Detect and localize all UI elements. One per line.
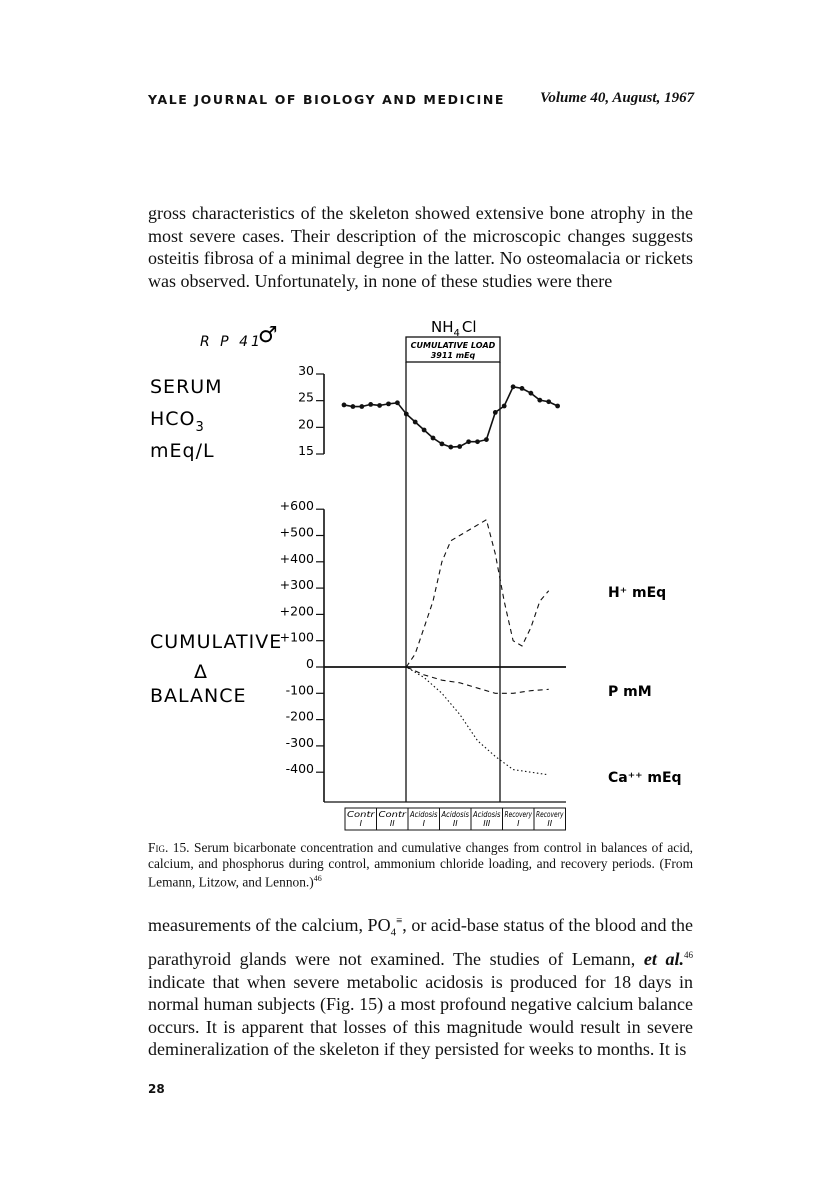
serum-hco3-point [493, 410, 498, 415]
serum-hco3-point [448, 445, 453, 450]
serum-hco3-point [466, 439, 471, 444]
period-boxes [345, 808, 566, 830]
serum-hco3-point [484, 437, 489, 442]
serum-hco3-point [511, 384, 516, 389]
drug-label [431, 318, 477, 339]
serum-label-1: SERUM [150, 376, 223, 398]
serum-hco3-point [395, 400, 400, 405]
drug-label-nh: NH [431, 318, 454, 336]
volume-header: Volume 40, August, 1967 [540, 90, 695, 106]
ca-series-label: Ca⁺⁺ mEq [608, 770, 682, 786]
balance-tick-label: -400 [285, 761, 314, 777]
serum-hco3-point [440, 441, 445, 446]
serum-axis [298, 363, 324, 458]
serum-tick-label: 25 [298, 389, 314, 405]
serum-hco3-point [422, 428, 427, 433]
para2-part1: measurements of the calcium, PO [148, 915, 391, 935]
serum-hco3-point [546, 399, 551, 404]
paragraph-top-text: gross characteristics of the skeleton showed extensive bone atrophy in the most severe cases. Their description of the microscopic changes suggests osteitis fibrosa of a minimal degree in the latter. No osteomalacia or rickets was observed. Unfortunately, in none of these studies were there [148, 203, 693, 291]
h-plus-line [406, 520, 548, 667]
period-label: Recovery [536, 810, 564, 819]
serum-hco3-point [386, 401, 391, 406]
period-numeral: III [483, 819, 491, 828]
paragraph-bottom [148, 910, 693, 1061]
serum-hco3-point [502, 404, 507, 409]
serum-hco3-line [344, 387, 558, 447]
ca-line [344, 667, 549, 775]
balance-tick-label: -100 [285, 682, 314, 698]
balance-tick-label: -200 [285, 708, 314, 724]
serum-label-sub: 3 [195, 420, 205, 435]
serum-label-3: mEq/L [150, 440, 215, 462]
balance-label-delta: Δ [194, 661, 208, 683]
period-numeral: I [422, 819, 425, 828]
balance-tick-label: +300 [279, 577, 314, 593]
serum-hco3-point [431, 436, 436, 441]
balance-tick-label: 0 [306, 656, 314, 671]
paragraph-bottom-text [148, 910, 693, 1061]
serum-tick-label: 15 [298, 443, 314, 458]
male-symbol: ♂ [258, 323, 278, 348]
caption-text: Serum bicarbonate concentration and cumulative changes from control in balances of acid, calcium, and phosphorus during control, ammonium chloride loading, and recovery periods. (From Lemann, Litzow, and Lennon.) [148, 840, 693, 890]
h-plus-series-label: H⁺ mEq [608, 585, 667, 601]
period-numeral: II [547, 819, 553, 828]
balance-tick-label: +100 [279, 629, 314, 645]
balance-tick-label: +600 [279, 498, 314, 514]
para2-po-sub: 4 [390, 926, 397, 939]
period-numeral: II [389, 819, 395, 828]
serum-hco3-point [413, 420, 418, 425]
balance-axis [280, 498, 566, 802]
caption-ref: 46 [313, 874, 322, 883]
period-label: Acidosis [409, 810, 438, 819]
figure-15 [0, 310, 816, 835]
drug-label-sub: 4 [453, 328, 460, 339]
period-label: Recovery [504, 810, 533, 819]
period-label: Contr [378, 810, 407, 819]
serum-hco3-point [475, 439, 480, 444]
serum-hco3-point [368, 402, 373, 407]
load-label-1: CUMULATIVE LOAD [410, 341, 496, 350]
para2-part3: indicate that when severe metabolic acidosis is produced for 18 days in normal human subjects (Fig. 15) a most profound negative calcium balance occurs. It is apparent that losses of this magnitude would result in severe demineralization of the skeleton if they persisted for weeks to months. It is [148, 971, 693, 1060]
period-label: Acidosis [440, 810, 469, 819]
caption-fig-number: Fig. 15. [148, 840, 190, 855]
balance-tick-label: +500 [279, 524, 314, 540]
serum-hco3-point [351, 404, 356, 409]
drug-label-cl: Cl [461, 318, 477, 336]
serum-hco3-point [457, 444, 462, 449]
journal-header: YALE JOURNAL OF BIOLOGY AND MEDICINE [148, 92, 506, 107]
page-number: 28 [148, 1082, 165, 1096]
serum-hco3-point [342, 403, 347, 408]
balance-plot [344, 520, 549, 775]
period-numeral: I [517, 819, 520, 828]
paragraph-top [148, 202, 693, 292]
period-numeral: II [452, 819, 458, 828]
balance-label-3: BALANCE [150, 685, 247, 707]
para2-po-sup: ≡ [396, 915, 403, 927]
balance-tick-label: +400 [279, 550, 314, 566]
serum-hco3-point [537, 398, 542, 403]
balance-tick-label: -300 [285, 734, 314, 750]
period-numeral: I [359, 819, 362, 828]
load-label-2: 3911 mEq [430, 351, 476, 360]
serum-plot [342, 384, 560, 449]
serum-tick-label: 20 [298, 416, 314, 432]
serum-hco3-point [359, 404, 364, 409]
serum-label-hco: HCO [150, 408, 196, 430]
period-label: Acidosis [472, 810, 501, 819]
p-series-label: P mM [608, 684, 652, 700]
serum-hco3-point [555, 404, 560, 409]
balance-tick-label: +200 [279, 603, 314, 619]
serum-label-2 [150, 408, 205, 435]
serum-hco3-point [529, 391, 534, 396]
subject-label: R P 41 [200, 334, 263, 350]
balance-label-1: CUMULATIVE [150, 631, 283, 653]
para2-etal: et al. [643, 949, 684, 970]
period-label: Contr [347, 810, 376, 819]
serum-hco3-point [404, 412, 409, 417]
serum-hco3-point [520, 386, 525, 391]
figure-caption [148, 840, 693, 890]
serum-tick-label: 30 [298, 363, 314, 378]
para2-part2: , or acid-base status of the blood and the parathyroid glands were not examined. The studies of Lemann, [148, 915, 693, 970]
serum-hco3-point [377, 403, 382, 408]
p-line [344, 667, 549, 693]
para2-ref: 46 [684, 950, 693, 961]
